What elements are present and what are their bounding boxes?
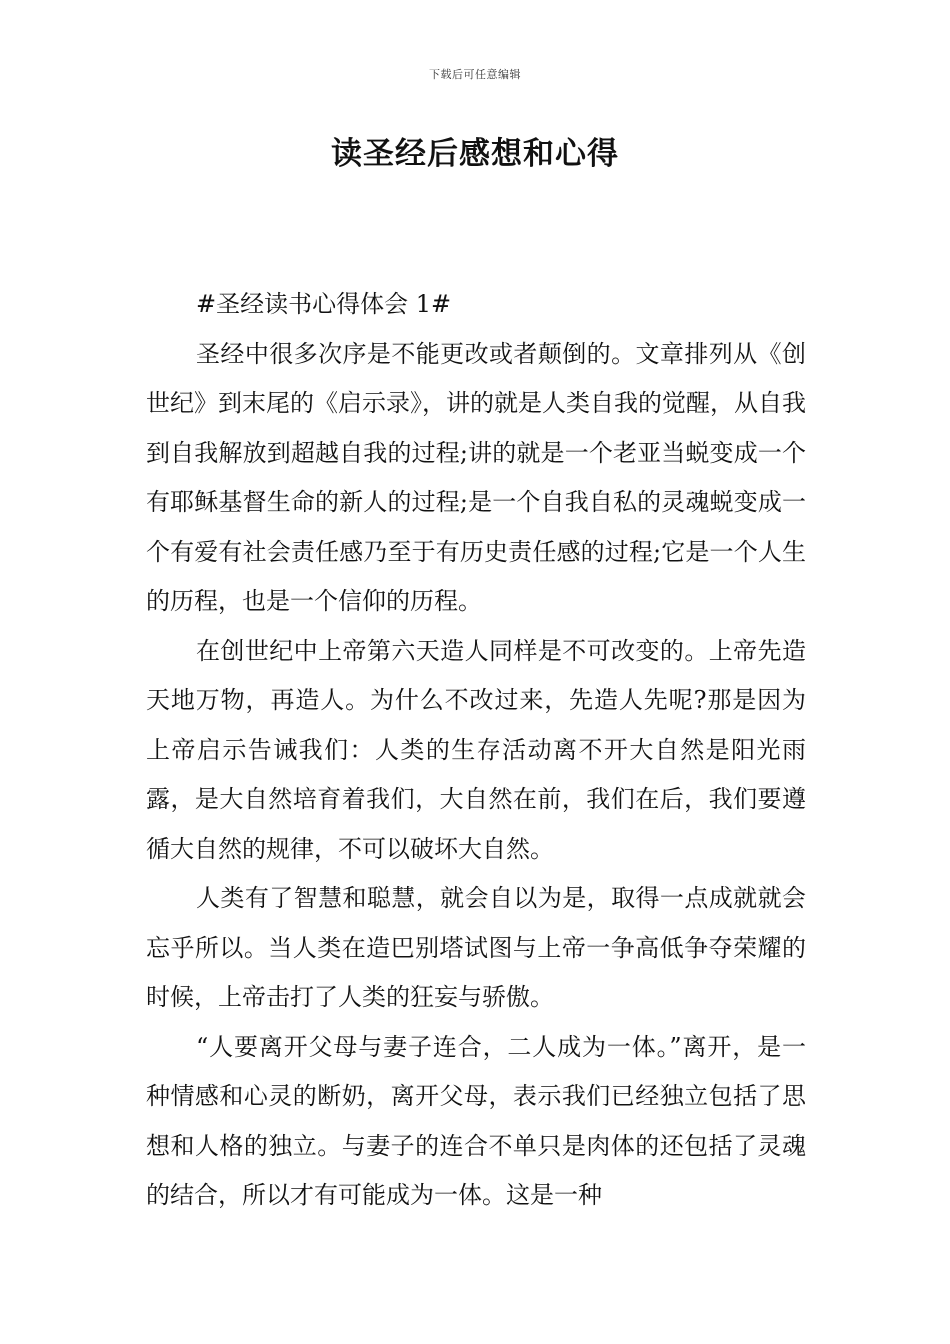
header-note: 下载后可任意编辑	[429, 68, 521, 81]
document-body	[146, 280, 806, 1221]
section-heading: #圣经读书心得体会 1#	[196, 290, 452, 318]
document-title: 读圣经后感想和心得	[331, 136, 619, 172]
paragraph: 圣经中很多次序是不能更改或者颠倒的。文章排列从《创世纪》到末尾的《启示录》，讲的就是人类自我的觉醒，从自我到自我解放到超越自我的过程;讲的就是一个老亚当蜕变成一个有耶稣基督生命的新人的过程;是一个自我自私的灵魂蜕变成一个有爱有社会责任感乃至于有历史责任感的过程;它是一个人生的历程，也是一个信仰的历程。	[146, 339, 806, 615]
paragraph: 人类有了智慧和聪慧，就会自以为是，取得一点成就就会忘乎所以。当人类在造巴别塔试图与上帝一争高低争夺荣耀的时候，上帝击打了人类的狂妄与骄傲。	[146, 884, 806, 1011]
paragraph: “人要离开父母与妻子连合，二人成为一体。”离开，是一种情感和心灵的断奶，离开父母，表示我们已经独立包括了思想和人格的独立。与妻子的连合不单只是肉体的还包括了灵魂的结合，所以才有可能成为一体。这是一种	[146, 1032, 806, 1209]
paragraph: 在创世纪中上帝第六天造人同样是不可改变的。上帝先造天地万物，再造人。为什么不改过来，先造人先呢?那是因为上帝启示告诫我们：人类的生存活动离不开大自然是阳光雨露，是大自然培育着我们，大自然在前，我们在后，我们要遵循大自然的规律，不可以破坏大自然。	[146, 636, 806, 863]
